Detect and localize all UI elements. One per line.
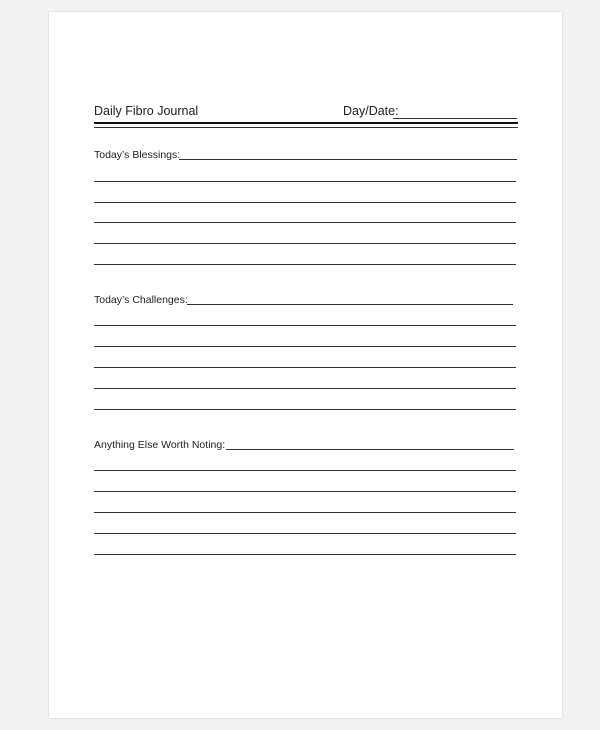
journal-page [49, 12, 562, 718]
blessings-first-line[interactable] [179, 159, 517, 160]
blessings-writing-line[interactable] [94, 222, 516, 223]
challenges-writing-line[interactable] [94, 325, 516, 326]
blessings-writing-line[interactable] [94, 202, 516, 203]
day-date-label: Day/Date: [343, 104, 399, 118]
noting-writing-line[interactable] [94, 512, 516, 513]
challenges-writing-line[interactable] [94, 367, 516, 368]
challenges-writing-line[interactable] [94, 388, 516, 389]
noting-label: Anything Else Worth Noting: [94, 439, 226, 451]
noting-writing-line[interactable] [94, 554, 516, 555]
noting-writing-line[interactable] [94, 470, 516, 471]
challenges-writing-line[interactable] [94, 346, 516, 347]
blessings-writing-line[interactable] [94, 264, 516, 265]
journal-header [94, 104, 519, 124]
noting-writing-line[interactable] [94, 533, 516, 534]
challenges-first-line[interactable] [187, 304, 513, 305]
header-divider-thin [94, 127, 518, 128]
noting-writing-line[interactable] [94, 491, 516, 492]
blessings-writing-line[interactable] [94, 181, 516, 182]
challenges-label: Today’s Challenges: [94, 294, 188, 306]
challenges-writing-line[interactable] [94, 409, 516, 410]
header-divider [94, 122, 518, 124]
day-date-field[interactable] [393, 118, 517, 119]
blessings-writing-line[interactable] [94, 243, 516, 244]
blessings-label: Today’s Blessings: [94, 149, 181, 161]
journal-title: Daily Fibro Journal [94, 104, 199, 118]
noting-first-line[interactable] [226, 449, 514, 450]
